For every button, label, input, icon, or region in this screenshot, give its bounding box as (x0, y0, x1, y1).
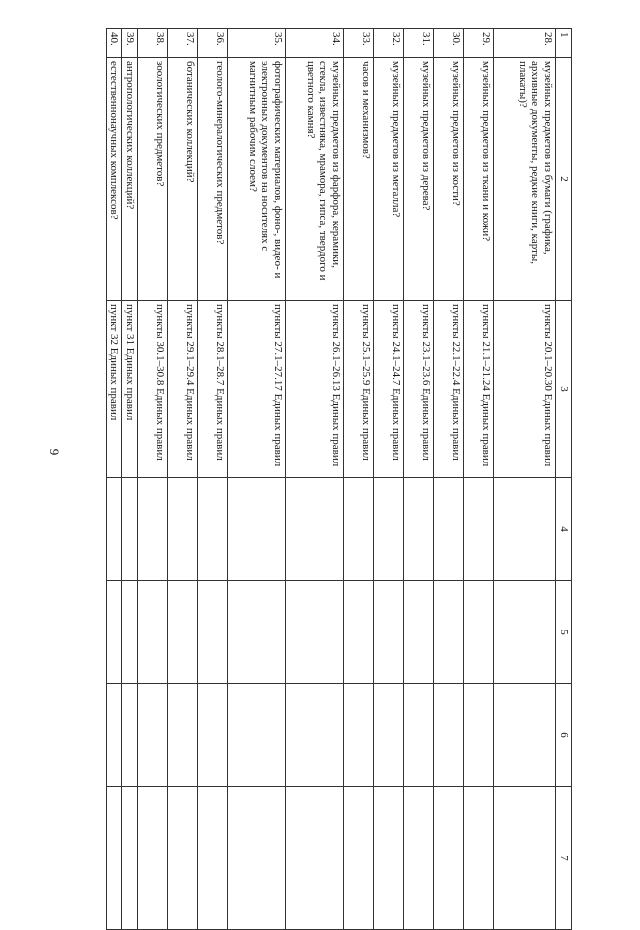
header-row (556, 29, 572, 930)
row-cell-4 (228, 478, 286, 581)
checklist-table (106, 28, 572, 930)
row-reference: пункты 20.1–20.30 Единых правил (494, 301, 556, 478)
row-reference: пункт 31 Единых правил (122, 301, 138, 478)
page-number: 9 (47, 448, 62, 456)
row-number: 29. (464, 29, 494, 58)
col-header-3: 3 (556, 301, 572, 478)
table-row (374, 29, 404, 930)
row-cell-6 (138, 684, 168, 787)
col-header-6: 6 (556, 684, 572, 787)
row-cell-6 (198, 684, 228, 787)
row-cell-7 (198, 787, 228, 930)
col-header-1: 1 (556, 29, 572, 58)
row-number: 33. (344, 29, 374, 58)
row-cell-5 (404, 581, 434, 684)
row-cell-4 (374, 478, 404, 581)
row-cell-7 (434, 787, 464, 930)
row-cell-4 (122, 478, 138, 581)
row-cell-4 (434, 478, 464, 581)
row-number: 30. (434, 29, 464, 58)
row-cell-4 (168, 478, 198, 581)
table-row (494, 29, 556, 930)
table-row (464, 29, 494, 930)
row-number: 31. (404, 29, 434, 58)
row-cell-6 (168, 684, 198, 787)
row-cell-5 (198, 581, 228, 684)
row-question: естественнонаучных комплексов? (107, 58, 123, 301)
row-cell-5 (228, 581, 286, 684)
row-question: музейных предметов из бумаги (графика, архивные документы, редкие книги, карты, плакаты)? (494, 58, 556, 301)
row-question: фотографических материалов, фоно-, видео- и электронных документов на носителях с магнитным рабочим слоем? (228, 58, 286, 301)
row-cell-5 (464, 581, 494, 684)
row-question: музейных предметов из дерева? (404, 58, 434, 301)
row-cell-6 (228, 684, 286, 787)
col-header-4: 4 (556, 478, 572, 581)
row-reference: пункты 23.1–23.6 Единых правил (404, 301, 434, 478)
row-reference: пункты 22.1–22.4 Единых правил (434, 301, 464, 478)
row-cell-7 (107, 787, 123, 930)
row-cell-5 (434, 581, 464, 684)
row-cell-5 (286, 581, 344, 684)
row-cell-4 (286, 478, 344, 581)
row-number: 39. (122, 29, 138, 58)
row-cell-6 (404, 684, 434, 787)
table-row (168, 29, 198, 930)
row-cell-6 (434, 684, 464, 787)
row-cell-7 (168, 787, 198, 930)
row-cell-7 (494, 787, 556, 930)
checklist-table-sheet (78, 28, 572, 880)
row-cell-5 (374, 581, 404, 684)
row-number: 40. (107, 29, 123, 58)
row-cell-7 (464, 787, 494, 930)
table-row (434, 29, 464, 930)
row-cell-7 (228, 787, 286, 930)
table-row (228, 29, 286, 930)
row-reference: пункты 26.1–26.13 Единых правил (286, 301, 344, 478)
col-header-5: 5 (556, 581, 572, 684)
col-header-2: 2 (556, 58, 572, 301)
row-reference: пункты 21.1–21.24 Единых правил (464, 301, 494, 478)
row-cell-4 (494, 478, 556, 581)
row-reference: пункты 29.1–29.4 Единых правил (168, 301, 198, 478)
row-number: 37. (168, 29, 198, 58)
row-cell-6 (464, 684, 494, 787)
row-question: музейных предметов из фарфора, керамики, стекла, известняка, мрамора, гипса, твердого и цветного камня? (286, 58, 344, 301)
row-question: часов и механизмов? (344, 58, 374, 301)
row-question: музейных предметов из кости? (434, 58, 464, 301)
row-cell-5 (138, 581, 168, 684)
row-cell-5 (494, 581, 556, 684)
row-reference: пункты 24.1–24.7 Единых правил (374, 301, 404, 478)
table-row (198, 29, 228, 930)
row-cell-4 (464, 478, 494, 581)
row-number: 34. (286, 29, 344, 58)
row-cell-4 (138, 478, 168, 581)
row-cell-4 (107, 478, 123, 581)
row-reference: пункт 32 Единых правил (107, 301, 123, 478)
col-header-7: 7 (556, 787, 572, 930)
row-question: зоологических предметов? (138, 58, 168, 301)
row-cell-4 (344, 478, 374, 581)
row-question: ботанических коллекций? (168, 58, 198, 301)
row-cell-6 (344, 684, 374, 787)
row-number: 36. (198, 29, 228, 58)
row-cell-5 (122, 581, 138, 684)
row-question: антропологических коллекций? (122, 58, 138, 301)
row-number: 28. (494, 29, 556, 58)
row-cell-6 (107, 684, 123, 787)
row-cell-6 (494, 684, 556, 787)
row-cell-7 (138, 787, 168, 930)
row-cell-6 (286, 684, 344, 787)
table-row (286, 29, 344, 930)
row-cell-7 (122, 787, 138, 930)
row-cell-5 (168, 581, 198, 684)
row-reference: пункты 27.1–27.17 Единых правил (228, 301, 286, 478)
row-cell-6 (122, 684, 138, 787)
row-reference: пункты 25.1–25.9 Единых правил (344, 301, 374, 478)
row-cell-5 (107, 581, 123, 684)
row-cell-5 (344, 581, 374, 684)
row-question: геолого-минералогических предметов? (198, 58, 228, 301)
row-question: музейных предметов из металла? (374, 58, 404, 301)
row-cell-7 (404, 787, 434, 930)
row-number: 38. (138, 29, 168, 58)
table-row (404, 29, 434, 930)
row-question: музейных предметов из ткани и кожи? (464, 58, 494, 301)
row-cell-7 (286, 787, 344, 930)
row-cell-7 (344, 787, 374, 930)
row-reference: пункты 28.1–28.7 Единых правил (198, 301, 228, 478)
row-cell-6 (374, 684, 404, 787)
row-number: 35. (228, 29, 286, 58)
table-row (344, 29, 374, 930)
table-row (107, 29, 123, 930)
table-row (122, 29, 138, 930)
row-cell-7 (374, 787, 404, 930)
row-number: 32. (374, 29, 404, 58)
row-cell-4 (198, 478, 228, 581)
row-cell-4 (404, 478, 434, 581)
row-reference: пункты 30.1–30.8 Единых правил (138, 301, 168, 478)
table-row (138, 29, 168, 930)
